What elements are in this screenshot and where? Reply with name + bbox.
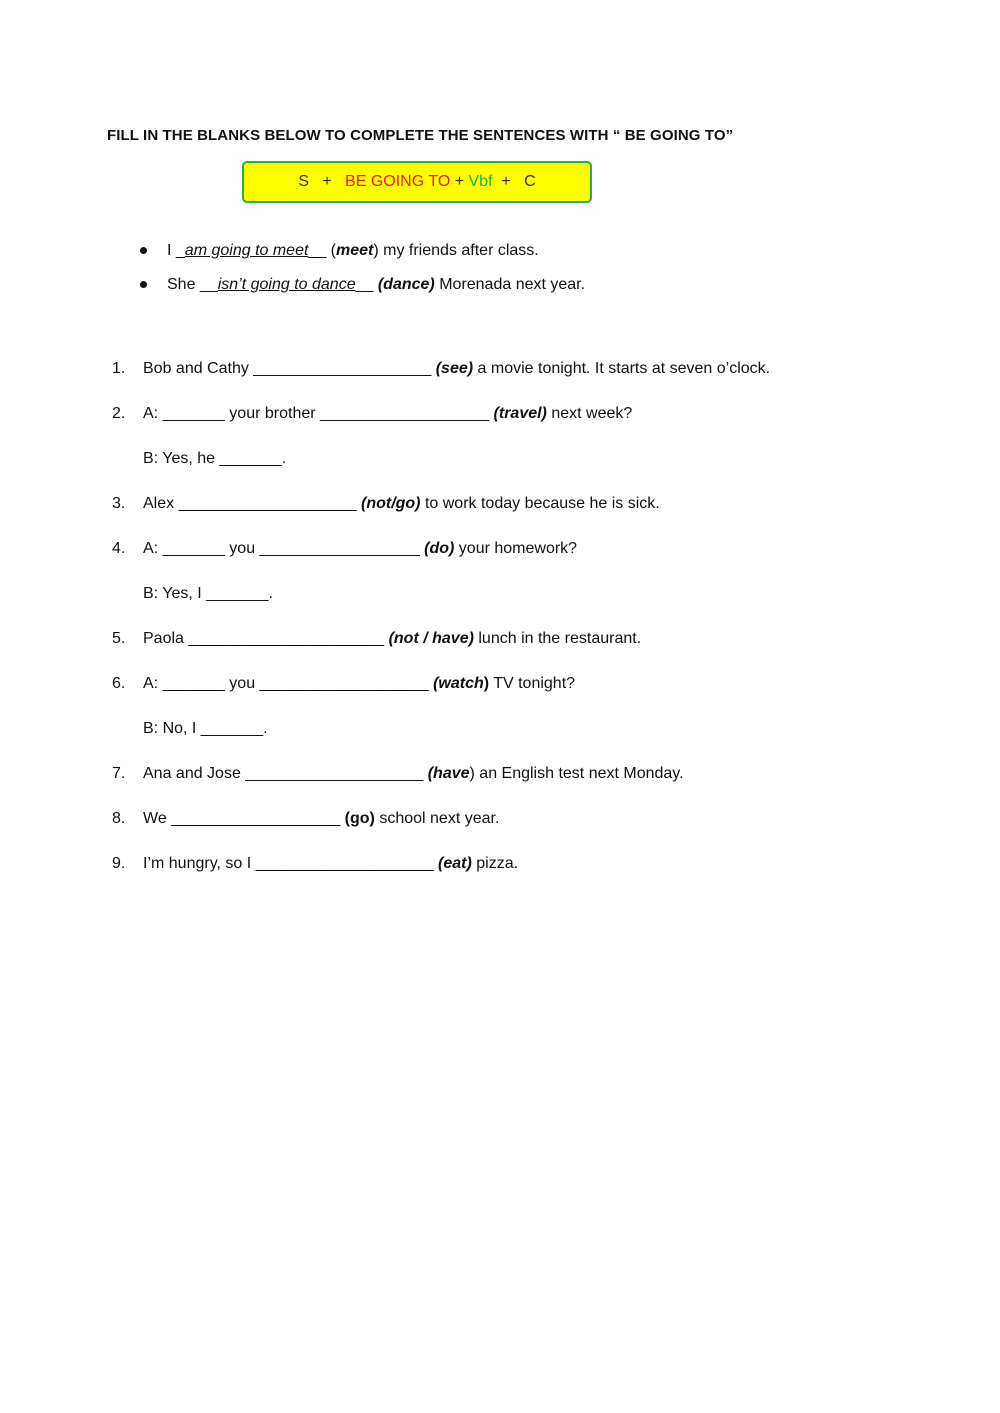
example-post: Morenada next year. [434, 276, 586, 293]
item-verb: (do) [424, 540, 455, 557]
item-number: 9. [112, 855, 126, 872]
formula-box [242, 161, 592, 203]
example-blank: __ ( [308, 242, 336, 259]
item-text: Alex ____________________ (not/go) to work today because he is sick. [143, 495, 660, 512]
example-item [140, 274, 585, 308]
formula-be-going-to: BE GOING TO [345, 173, 451, 190]
item-text: Ana and Jose ____________________ (have) an English test next Monday. [143, 765, 684, 782]
item-text: We ___________________ (go) school next year. [143, 810, 500, 827]
item-number: 2. [112, 405, 126, 422]
worksheet-title: FILL IN THE BLANKS BELOW TO COMPLETE THE SENTENCES WITH “ BE GOING TO” [107, 127, 734, 144]
example-pre: She __ [167, 276, 218, 293]
item-text: Bob and Cathy ____________________ (see) a movie tonight. It starts at seven o’clock. [143, 360, 771, 377]
item-verb: (travel) [493, 405, 547, 422]
bullet-icon [140, 247, 147, 254]
formula-vbf: Vbf [468, 173, 493, 190]
item-text: A: _______ your brother ___________________ (travel) next week? [143, 405, 633, 422]
item-number: 3. [112, 495, 126, 512]
item-verb: (watch [433, 675, 484, 692]
item-number: 6. [112, 675, 126, 692]
example-blank: __ [355, 276, 378, 293]
item-number: 5. [112, 630, 126, 647]
item-verb-close: ) [469, 765, 475, 782]
example-answer: am going to meet [184, 242, 309, 259]
item-text: B: Yes, he _______. [143, 450, 287, 467]
item-number: 1. [112, 360, 126, 377]
bullet-icon [140, 281, 147, 288]
item-verb: (have [427, 765, 470, 782]
formula-complement: + C [492, 173, 536, 190]
item-number: 7. [112, 765, 126, 782]
example-verb: meet [336, 242, 374, 259]
item-text: B: Yes, I _______. [143, 585, 273, 602]
example-post: ) my friends after class. [373, 242, 539, 259]
examples-list [140, 240, 585, 308]
item-verb: (see) [435, 360, 474, 377]
item-text: A: _______ you ___________________ (watch) TV tonight? [143, 675, 576, 692]
example-pre: I _ [167, 242, 185, 259]
item-verb: (eat) [438, 855, 472, 872]
item-text: B: No, I _______. [143, 720, 268, 737]
item-verb: (go) [344, 810, 375, 827]
item-number: 4. [112, 540, 126, 557]
item-text: Paola ______________________ (not / have) lunch in the restaurant. [143, 630, 642, 647]
item-verb: (not/go) [360, 495, 421, 512]
item-verb: (not / have) [388, 630, 474, 647]
item-text: I’m hungry, so I ____________________ (eat) pizza. [143, 855, 519, 872]
example-verb: (dance) [377, 276, 435, 293]
item-verb-close: ) [483, 675, 490, 692]
example-item [140, 240, 585, 274]
formula-subject: S + [298, 173, 346, 190]
example-answer: isn’t going to dance [217, 276, 356, 293]
item-number: 8. [112, 810, 126, 827]
formula-plus: + [450, 173, 469, 190]
item-text: A: _______ you __________________ (do) your homework? [143, 540, 578, 557]
